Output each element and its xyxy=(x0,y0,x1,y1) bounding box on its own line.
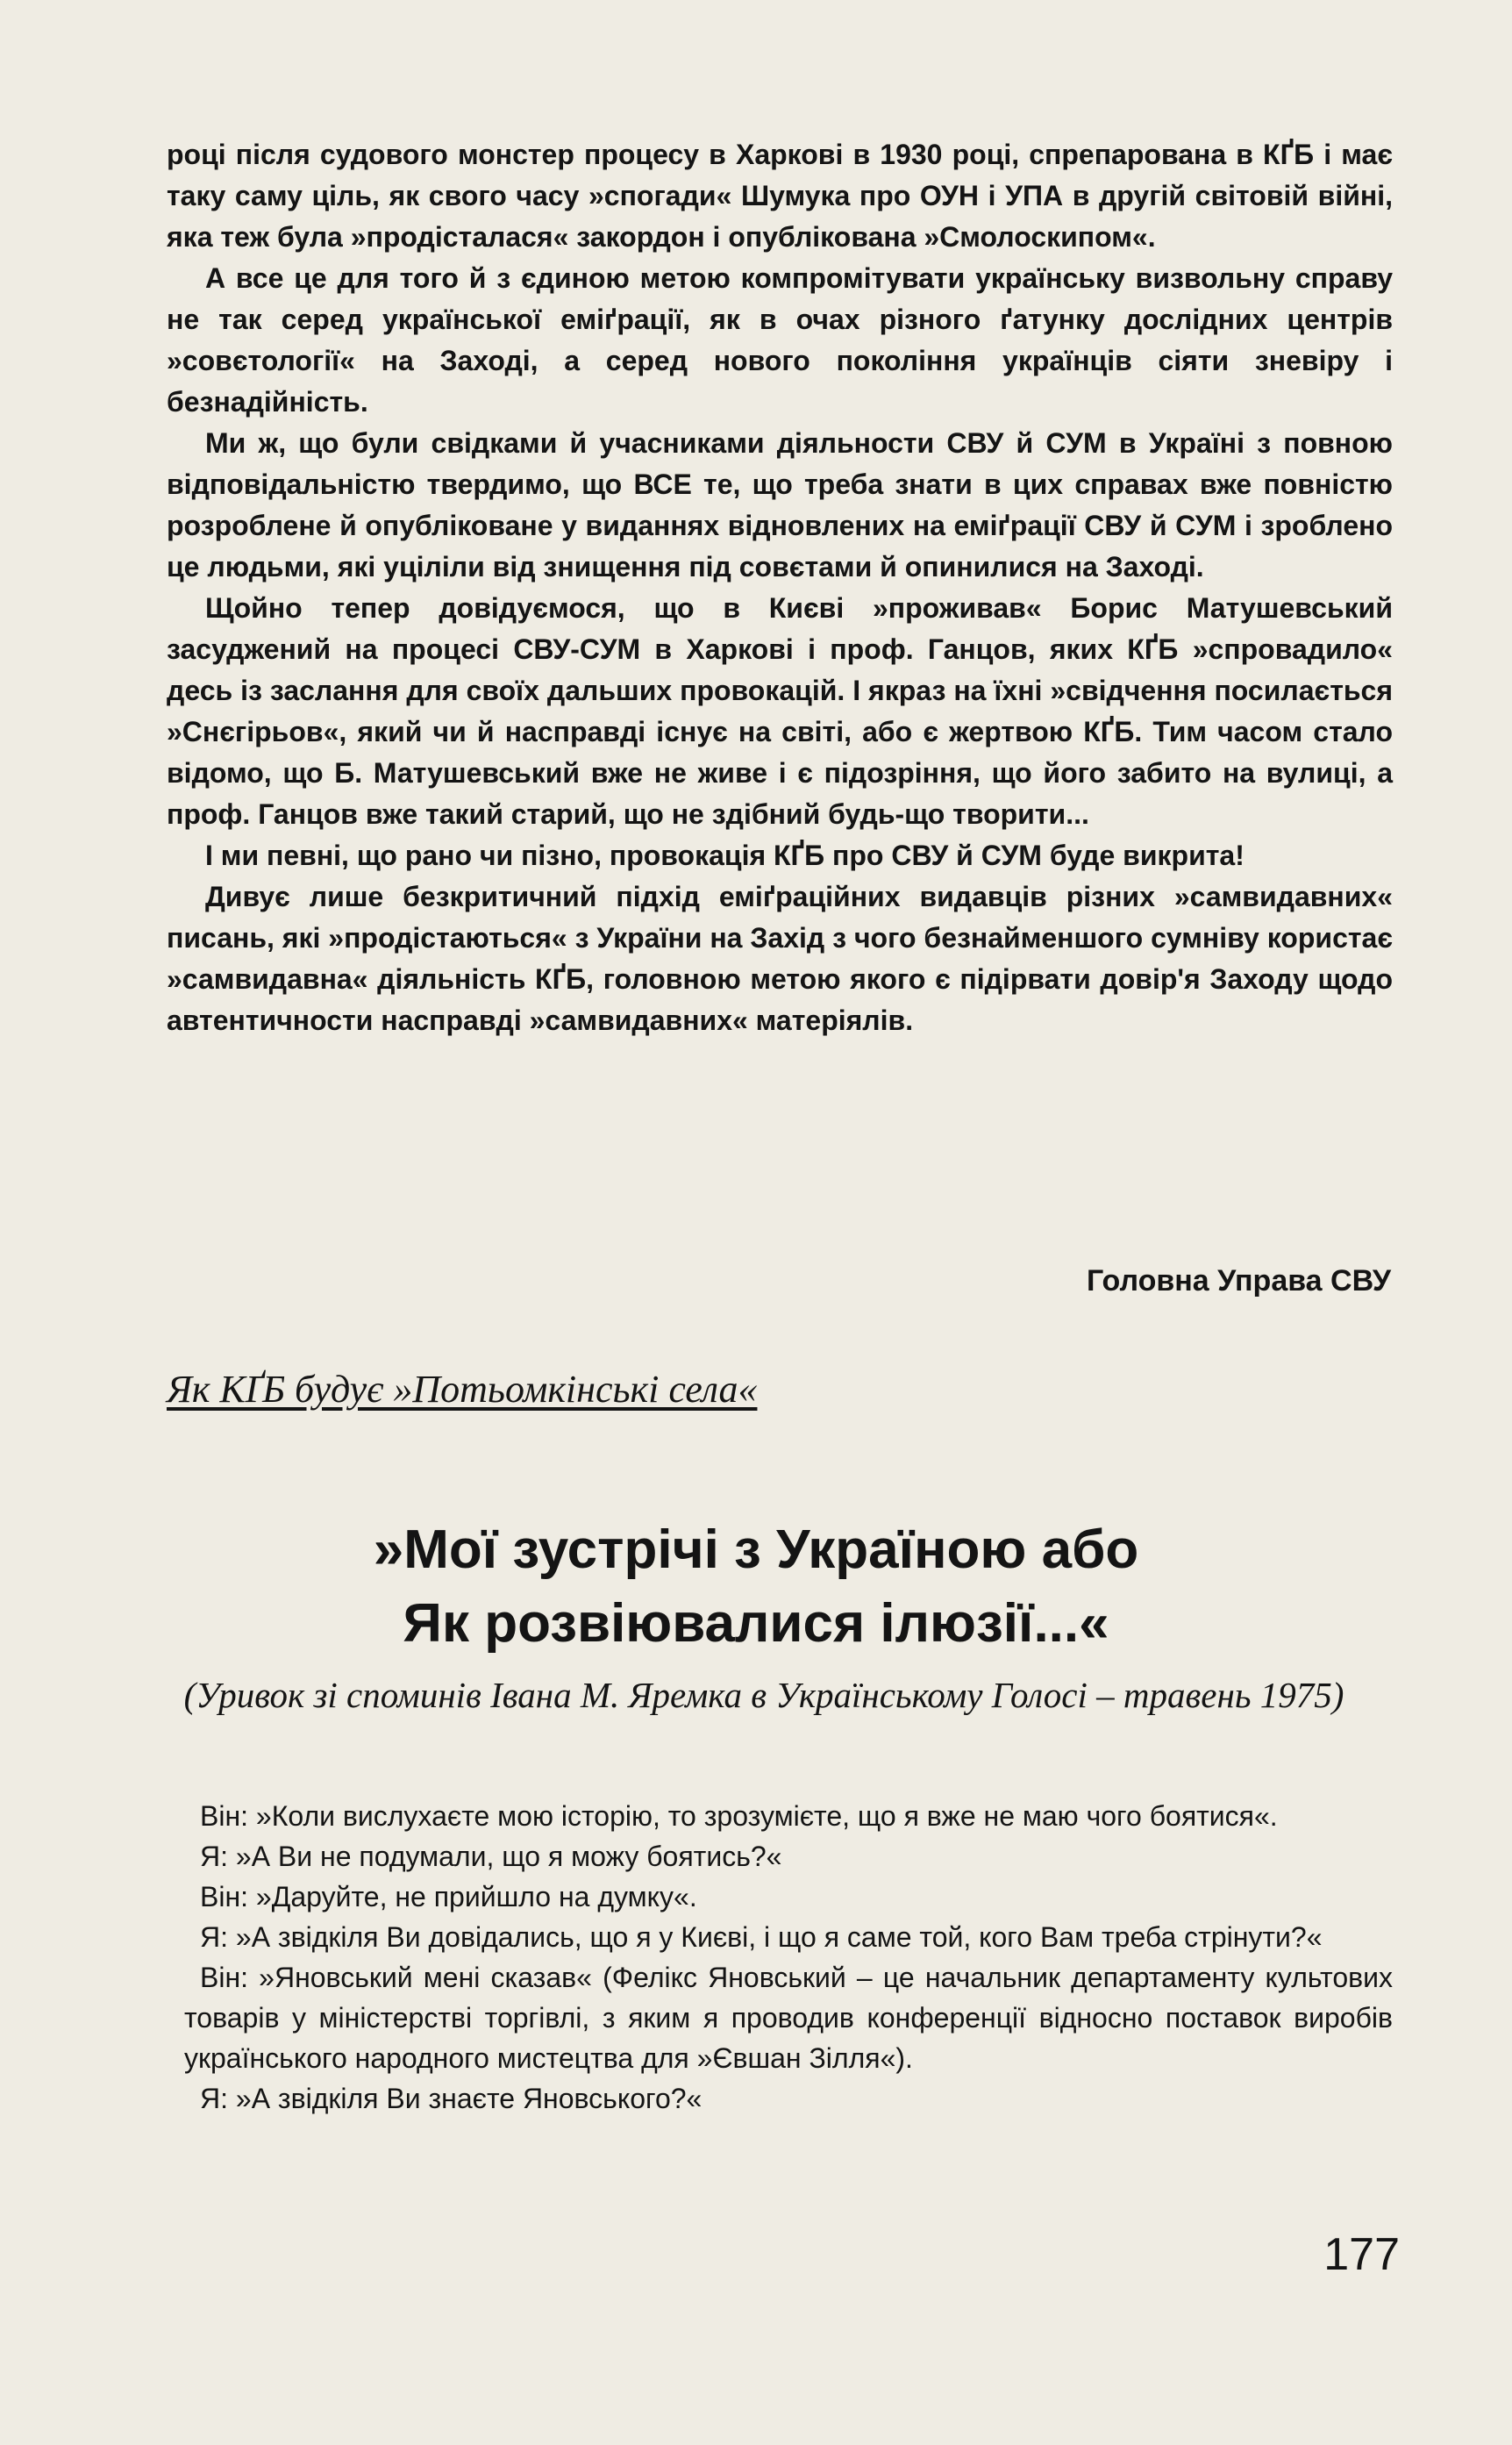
dialogue-line: Він: »Коли вислухаєте мою історію, то зрозумієте, що я вже не маю чого боятися«. xyxy=(200,1800,1278,1832)
dialogue-line: Він: »Даруйте, не прийшло на думку«. xyxy=(200,1881,697,1912)
paragraph: Дивує лише безкритичний підхід еміґраційних видавців різних »самвидавних« писань, які »продістаються« з України на Захід з чого безнайменшого сумніву користає »самвидавна« діяльність КҐБ, головною метою якого є підірвати довір'я Заходу щодо автентичности насправді »самвидавних« матеріялів. xyxy=(167,881,1393,1036)
paragraph: І ми певні, що рано чи пізно, провокація КҐБ про СВУ й СУМ буде викрита! xyxy=(205,840,1245,871)
paragraph: Ми ж, що були свідками й учасниками діяльности СВУ й СУМ в Україні з повною відповідальністю твердимо, що ВСЕ те, що треба знати в цих справах вже повністю розроблене й опубліковане у виданнях відновлених на еміґрації СВУ й СУМ і зроблено це людьми, які уціліли від знищення під совєтами й опинилися на Заході. xyxy=(167,427,1393,583)
paragraph: Щойно тепер довідуємося, що в Києві »проживав« Борис Матушевський засуджений на процесі СВУ-СУМ в Харкові і проф. Ганцов, яких КҐБ »спровадило« десь із заслання для своїх дальших провокацій. І якраз на їхні »свідчення посилається »Снєгірьов«, який чи й насправді існує на світі, або є жертвою КҐБ. Тим часом стало відомо, що Б. Матушевський вже не живе і є підозріння, що його забито на вулиці, а проф. Ганцов вже такий старий, що не здібний будь-що творити... xyxy=(167,592,1393,830)
article-title xyxy=(132,1513,1380,1661)
dialogue-line: Я: »А звідкіля Ви знаєте Яновського?« xyxy=(200,2083,703,2114)
paragraph: році після судового монстер процесу в Харкові в 1930 році, спрепарована в КҐБ і має таку саму ціль, як свого часу »спогади« Шумука про ОУН і УПА в другій світовій війні, яка теж була »продісталася« закордон і опублікована »Смолоскипом«. xyxy=(167,139,1393,253)
dialogue-line: Я: »А звідкіля Ви довідались, що я у Києві, і що я саме той, кого Вам треба стрінути?« xyxy=(200,1921,1323,1953)
dialogue xyxy=(184,1796,1393,2119)
dialogue-line: Він: »Яновський мені сказав« (Фелікс Яновський – це начальник департаменту культових товарів у міністерстві торгівлі, з яким я проводив конференції відносно поставок виробів українського народного мистецтва для »Євшан Зілля«). xyxy=(184,1962,1393,2074)
article-title-line: »Мої зустрічі з Україною або xyxy=(373,1519,1139,1580)
article-title-line: Як розвіювалися ілюзії...« xyxy=(403,1593,1109,1654)
page-number: 177 xyxy=(1323,2229,1400,2280)
article-source: (Уривок зі споминів Івана М. Яремка в Українському Голосі – травень 1975) xyxy=(183,1675,1344,1715)
signature: Головна Управа СВУ xyxy=(1086,1264,1391,1298)
intro-text xyxy=(167,134,1393,1041)
section-heading: Як КҐБ будує »Потьомкінські села« xyxy=(167,1368,758,1411)
paragraph: А все це для того й з єдиною метою компромітувати українську визвольну справу не так серед української еміґрації, як в очах різного ґатунку дослідних центрів »совєтології« на Заході, а серед нового покоління українців сіяти зневіру і безнадійність. xyxy=(167,262,1393,418)
dialogue-line: Я: »А Ви не подумали, що я можу боятись?« xyxy=(200,1841,782,1872)
